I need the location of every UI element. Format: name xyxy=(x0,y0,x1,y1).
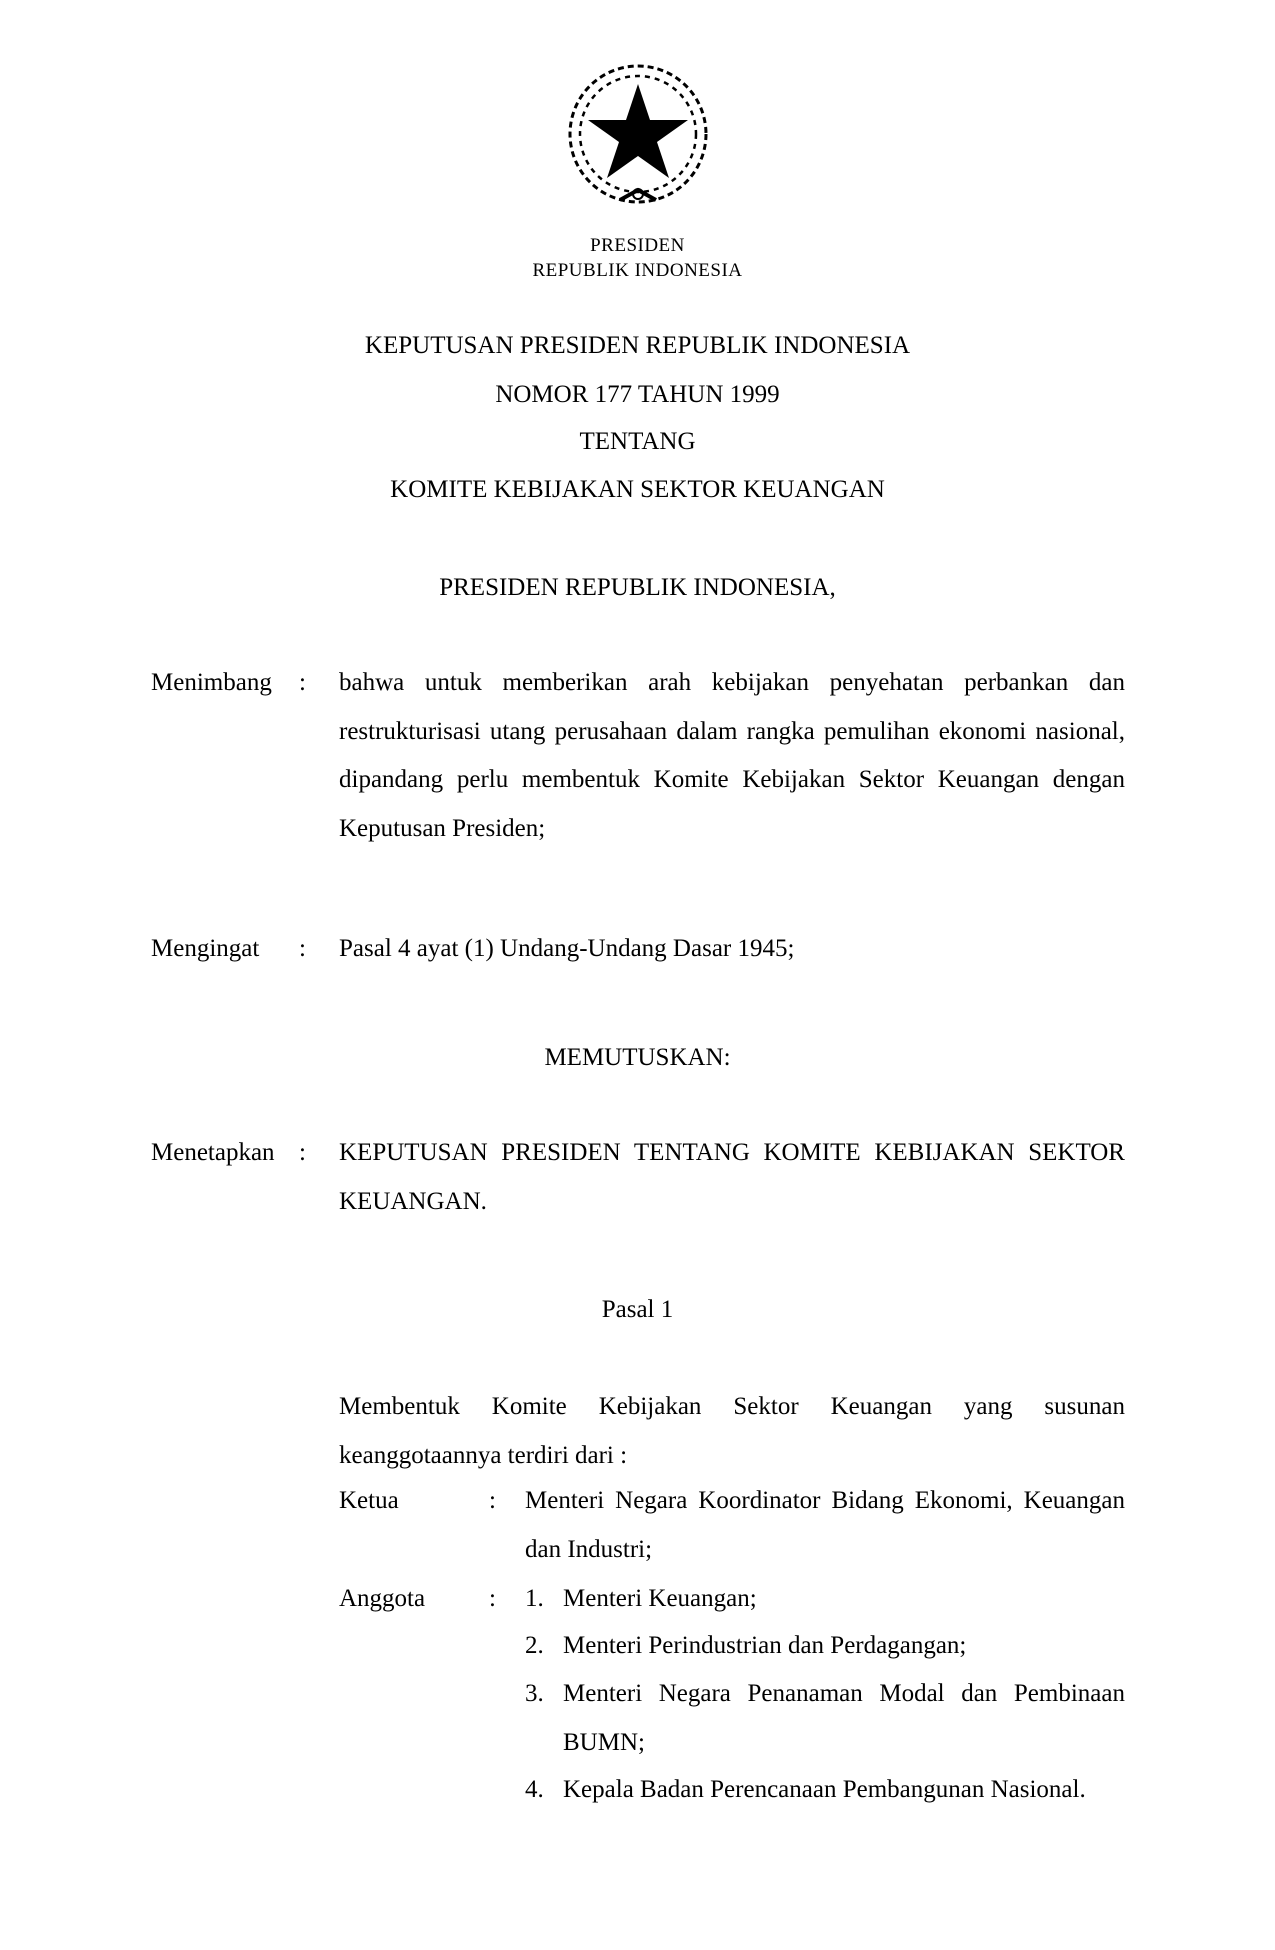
presidential-emblem xyxy=(560,58,716,214)
anggota-item-number: 2. xyxy=(525,1632,544,1659)
ketua-colon: : xyxy=(489,1487,496,1514)
ketua-label: Ketua xyxy=(339,1487,399,1514)
anggota-item-number: 3. xyxy=(525,1680,544,1707)
pasal-1-intro: Membentuk Komite Kebijakan Sektor Keuangan yang susunan keanggotaannya terdiri dari : xyxy=(339,1393,1125,1469)
anggota-item-number: 1. xyxy=(525,1585,544,1612)
menetapkan-label: Menetapkan xyxy=(151,1139,275,1166)
anggota-item-text: Menteri Negara Penanaman Modal dan Pembinaan BUMN; xyxy=(563,1680,1125,1756)
letterhead-line1: PRESIDEN xyxy=(590,235,685,256)
title-line4: KOMITE KEBIJAKAN SEKTOR KEUANGAN xyxy=(390,476,885,503)
anggota-colon: : xyxy=(489,1585,496,1612)
menimbang-colon: : xyxy=(299,669,306,696)
mengingat-label: Mengingat xyxy=(151,935,260,962)
ketua-text: Menteri Negara Koordinator Bidang Ekonomi, Keuangan dan Industri; xyxy=(525,1487,1125,1563)
mengingat-colon: : xyxy=(299,935,306,962)
title-line3: TENTANG xyxy=(579,428,696,455)
anggota-item-text: Kepala Badan Perencanaan Pembangunan Nasional. xyxy=(563,1776,1086,1803)
menimbang-text: bahwa untuk memberikan arah kebijakan penyehatan perbankan dan restrukturisasi utang perusahaan dalam rangka pemulihan ekonomi nasional, dipandang perlu membentuk Komite Kebijakan Sektor Keuangan dengan Keputusan Presiden; xyxy=(339,669,1125,842)
menimbang-label: Menimbang xyxy=(151,669,272,696)
letterhead-line2: REPUBLIK INDONESIA xyxy=(532,260,743,281)
memutuskan-heading: MEMUTUSKAN: xyxy=(544,1044,731,1071)
anggota-label: Anggota xyxy=(339,1585,426,1612)
preamble: PRESIDEN REPUBLIK INDONESIA, xyxy=(439,574,836,601)
anggota-item-text: Menteri Perindustrian dan Perdagangan; xyxy=(563,1632,967,1659)
anggota-item-text: Menteri Keuangan; xyxy=(563,1585,757,1612)
title-line1: KEPUTUSAN PRESIDEN REPUBLIK INDONESIA xyxy=(364,332,911,359)
title-line2: NOMOR 177 TAHUN 1999 xyxy=(495,381,780,408)
menetapkan-text: KEPUTUSAN PRESIDEN TENTANG KOMITE KEBIJAKAN SEKTOR KEUANGAN. xyxy=(339,1139,1125,1215)
anggota-item-number: 4. xyxy=(525,1776,544,1803)
menetapkan-colon: : xyxy=(299,1139,306,1166)
mengingat-text: Pasal 4 ayat (1) Undang-Undang Dasar 1945; xyxy=(339,935,795,962)
pasal-1-heading: Pasal 1 xyxy=(601,1296,674,1323)
